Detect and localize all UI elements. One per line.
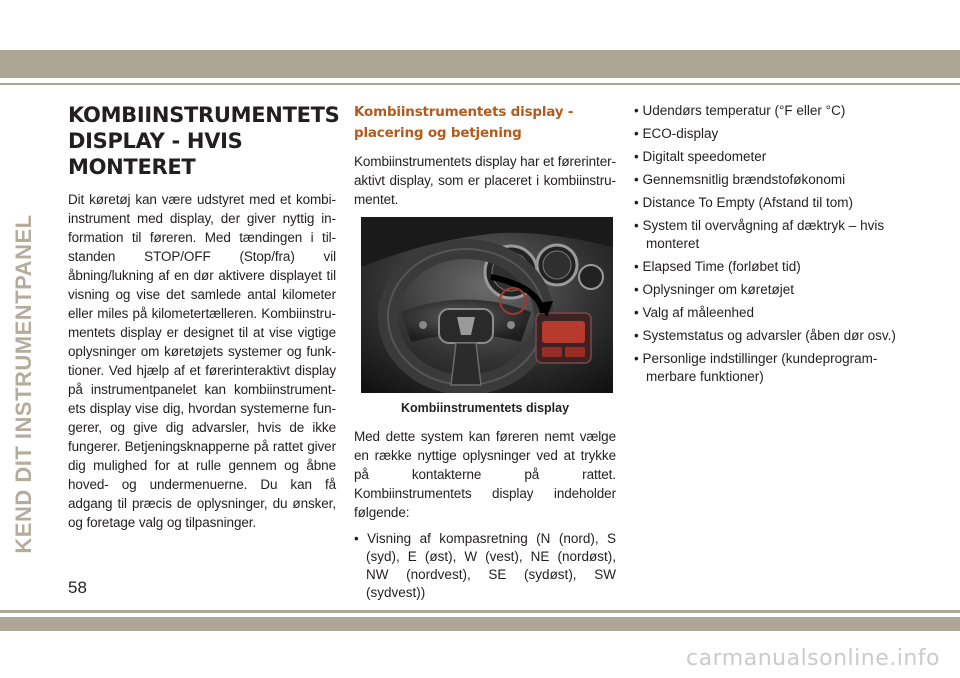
- system-description: Med dette system kan føreren nemt vælge en række nyttige oplysninger ved at trykke på kontakterne på rattet. Kombiinstrumentets display indeholder følgende:: [354, 429, 616, 520]
- subsection-heading: Kombiinstrumentets display - placering og betjening: [354, 104, 574, 141]
- right-column: [634, 102, 904, 391]
- list-item: • System til overvågning af dæktryk – hvis monteret: [634, 218, 885, 251]
- display-features-list-part1: [354, 530, 616, 602]
- left-column: [68, 102, 340, 540]
- list-item: • Personlige indstillinger (kundeprogrammerbare funktioner): [634, 351, 878, 384]
- figure-caption: Kombiinstrumentets display: [400, 401, 570, 415]
- subsection-intro: Kombiinstrumentets display har et førerinteraktivt display, som er placeret i kombiinstrumentet.: [354, 154, 616, 207]
- section-title-line2: DISPLAY - HVIS MONTERET: [68, 129, 243, 179]
- list-item: • Distance To Empty (Afstand til tom): [634, 195, 854, 210]
- intro-paragraph: Dit køretøj kan være udstyret med et kombiinstrument med display, der giver nyttig information til føreren. Med tændingen i tilstanden STOP/OFF (Stop/fra) vil åbning/lukning af en dør aktivere displayet til visning og vise det samlede antal kilometer eller miles på kilometertælleren. Kombiinstrumentets display er designet til at vise vigtige oplysninger om køretøjets systemer og funktioner. Ved hjælp af et førerinteraktivt display på instrumentpanelet kan kombiinstrumentets display vise dig, hvordan systemerne fungerer, og give dig advarsler, hvis de ikke fungerer. Betjeningsknapperne på rattet giver dig mulighed for at rulle gennem og åbne hoved- og undermenuerne. Du kan få adgang til præcis de oplysninger, du ønsker, og foretage valg og tilpasninger.: [68, 192, 336, 530]
- page-header-bar: [0, 50, 960, 78]
- middle-column: [354, 102, 616, 607]
- page-footer-rule: [0, 610, 960, 613]
- page-number: 58: [68, 578, 87, 597]
- list-item: • Visning af kompasretning (N (nord), S (syd), E (øst), W (vest), NE (nordøst), NW (nordvest), SE (sydøst), SW (sydvest)): [354, 531, 616, 600]
- list-item: • Gennemsnitlig brændstoføkonomi: [634, 172, 846, 187]
- list-item: • Valg af måleenhed: [634, 305, 755, 320]
- page-footer-bar: [0, 617, 960, 631]
- section-title-line1: KOMBIINSTRUMENTETS: [68, 103, 340, 127]
- list-item: • Digitalt speedometer: [634, 149, 767, 164]
- display-features-list-part2: [634, 102, 904, 386]
- list-item: • ECO-display: [634, 126, 719, 141]
- page-header-band: [0, 0, 960, 50]
- site-watermark: carmanualsonline.info: [686, 646, 940, 671]
- page-header-rule: [0, 83, 960, 85]
- list-item: • Udendørs temperatur (°F eller °C): [634, 103, 846, 118]
- section-title: [68, 102, 340, 180]
- list-item: • Elapsed Time (forløbet tid): [634, 259, 801, 274]
- section-side-tab: KEND DIT INSTRUMENTPANEL: [11, 214, 36, 554]
- dashboard-photo: [361, 217, 613, 393]
- list-item: • Systemstatus og advarsler (åben dør osv.): [634, 328, 896, 343]
- list-item: • Oplysninger om køretøjet: [634, 282, 795, 297]
